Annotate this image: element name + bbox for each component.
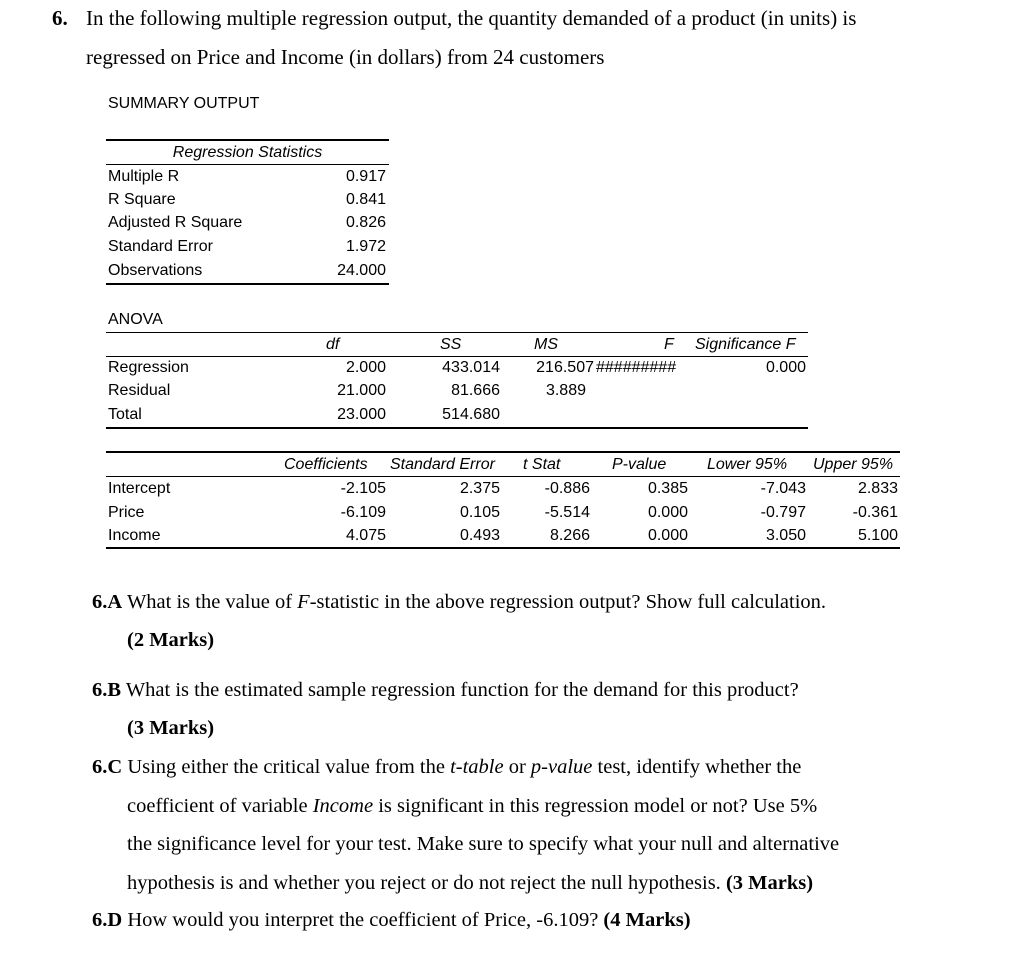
coef-row-label: Price bbox=[108, 504, 145, 521]
coef-t-stat: 8.266 bbox=[549, 527, 590, 544]
subquestion-a-f: F bbox=[297, 591, 310, 613]
anova-ms: 216.507 bbox=[536, 359, 594, 376]
regstats-top-rule bbox=[106, 139, 389, 141]
regstats-value: 0.826 bbox=[345, 214, 386, 231]
subquestion-c-t-table: t-table bbox=[450, 756, 504, 778]
regstats-value: 24.000 bbox=[337, 262, 386, 279]
anova-ms: 3.889 bbox=[545, 382, 586, 399]
coef-upper-95: 5.100 bbox=[857, 527, 898, 544]
coef-upper-95: 2.833 bbox=[857, 480, 898, 497]
anova-header-ms: MS bbox=[534, 336, 558, 353]
coef-lower-95: -0.797 bbox=[760, 504, 806, 521]
subquestion-c-line-4 bbox=[127, 872, 813, 895]
anova-header-df: df bbox=[326, 336, 340, 353]
subquestion-c-line-2b: is significant in this regression model or not? Use 5% bbox=[373, 795, 818, 817]
anova-significance: 0.000 bbox=[765, 359, 806, 376]
coef-standard-error: 0.105 bbox=[459, 504, 500, 521]
subquestion-c-text-3: test, identify whether the bbox=[592, 756, 802, 778]
subquestion-a-text-2: -statistic in the above regression output? Show full calculation. bbox=[309, 591, 827, 613]
coef-row-label: Intercept bbox=[108, 480, 171, 497]
anova-ss: 514.680 bbox=[442, 406, 500, 423]
coef-value: -2.105 bbox=[340, 480, 386, 497]
regstats-label: Multiple R bbox=[108, 168, 180, 185]
coef-top-rule bbox=[106, 451, 900, 453]
subquestion-b bbox=[92, 679, 799, 702]
regstats-label: R Square bbox=[108, 191, 176, 208]
anova-row-label: Total bbox=[108, 406, 142, 423]
subquestion-a-number: 6.A bbox=[92, 591, 123, 613]
subquestion-c-income: Income bbox=[312, 795, 374, 817]
subquestion-c-text: Using either the critical value from the bbox=[122, 756, 451, 778]
anova-header-f: F bbox=[664, 336, 674, 353]
subquestion-c-line-2 bbox=[127, 795, 817, 818]
subquestion-c-line-2a: coefficient of variable bbox=[127, 795, 313, 817]
subquestion-c bbox=[92, 756, 801, 779]
coef-header-coefficients: Coefficients bbox=[284, 456, 368, 473]
subquestion-a-text: What is the value of bbox=[122, 591, 298, 613]
subquestion-c-p-value: p-value bbox=[530, 756, 593, 778]
coef-bottom-rule bbox=[106, 547, 900, 549]
subquestion-c-line-4-text: hypothesis is and whether you reject or do not reject the null hypothesis. bbox=[127, 872, 726, 894]
coef-upper-95: -0.361 bbox=[852, 504, 898, 521]
regstats-value: 1.972 bbox=[345, 238, 386, 255]
anova-ss: 81.666 bbox=[451, 382, 500, 399]
subquestion-d-number: 6.D bbox=[92, 909, 123, 931]
coef-header-standard-error: Standard Error bbox=[390, 456, 495, 473]
coef-p-value: 0.000 bbox=[647, 504, 688, 521]
regstats-label: Observations bbox=[108, 262, 203, 279]
coef-header-rule bbox=[106, 476, 900, 477]
anova-header-ss: SS bbox=[440, 336, 462, 353]
regstats-label: Standard Error bbox=[108, 238, 213, 255]
anova-df: 23.000 bbox=[337, 406, 386, 423]
coef-value: -6.109 bbox=[340, 504, 386, 521]
subquestion-c-marks: (3 Marks) bbox=[725, 872, 814, 894]
subquestion-d bbox=[92, 909, 691, 932]
coef-value: 4.075 bbox=[345, 527, 386, 544]
question-text-line-2: regressed on Price and Income (in dollars) from 24 customers bbox=[86, 45, 605, 69]
subquestion-b-number: 6.B bbox=[92, 679, 122, 701]
regstats-bottom-rule bbox=[106, 283, 389, 285]
coef-header-lower-95: Lower 95% bbox=[707, 456, 788, 473]
anova-header-rule bbox=[106, 356, 808, 357]
subquestion-d-marks: (4 Marks) bbox=[603, 909, 691, 931]
anova-top-rule bbox=[106, 332, 808, 333]
regstats-label: Adjusted R Square bbox=[108, 214, 243, 231]
subquestion-c-text-2: or bbox=[503, 756, 531, 778]
coef-lower-95: 3.050 bbox=[765, 527, 806, 544]
coef-standard-error: 2.375 bbox=[459, 480, 500, 497]
anova-header-significance: Significance F bbox=[695, 336, 796, 353]
regstats-value: 0.917 bbox=[345, 168, 386, 185]
coef-t-stat: -5.514 bbox=[544, 504, 590, 521]
subquestion-c-line-3: the significance level for your test. Make sure to specify what your null and alternative bbox=[127, 833, 840, 855]
subquestion-a bbox=[92, 591, 826, 614]
coef-standard-error: 0.493 bbox=[459, 527, 500, 544]
subquestion-d-text: How would you interpret the coefficient of Price, -6.109? bbox=[122, 909, 604, 931]
question-number: 6. bbox=[52, 6, 68, 30]
coef-p-value: 0.385 bbox=[647, 480, 688, 497]
subquestion-b-marks: (3 Marks) bbox=[127, 717, 215, 739]
coef-header-t-stat: t Stat bbox=[523, 456, 561, 473]
anova-row-label: Residual bbox=[108, 382, 171, 399]
regstats-header-rule bbox=[106, 164, 389, 165]
anova-bottom-rule bbox=[106, 427, 808, 429]
coef-lower-95: -7.043 bbox=[760, 480, 806, 497]
regstats-header: Regression Statistics bbox=[172, 144, 323, 161]
anova-ss: 433.014 bbox=[442, 359, 500, 376]
coef-t-stat: -0.886 bbox=[544, 480, 590, 497]
regstats-value: 0.841 bbox=[345, 191, 386, 208]
coef-p-value: 0.000 bbox=[647, 527, 688, 544]
question-text-line-1: In the following multiple regression output, the quantity demanded of a product (in units) is bbox=[86, 6, 857, 30]
anova-row-label: Regression bbox=[108, 359, 189, 376]
coef-header-p-value: P-value bbox=[612, 456, 667, 473]
summary-output-title: SUMMARY OUTPUT bbox=[108, 95, 260, 112]
anova-df: 21.000 bbox=[337, 382, 386, 399]
subquestion-a-marks: (2 Marks) bbox=[127, 629, 215, 651]
coef-row-label: Income bbox=[108, 527, 161, 544]
anova-f: ######### bbox=[596, 359, 677, 376]
anova-title: ANOVA bbox=[108, 311, 163, 328]
subquestion-c-number: 6.C bbox=[92, 756, 123, 778]
coef-header-upper-95: Upper 95% bbox=[813, 456, 894, 473]
anova-df: 2.000 bbox=[345, 359, 386, 376]
subquestion-b-text: What is the estimated sample regression function for the demand for this product? bbox=[121, 679, 799, 701]
